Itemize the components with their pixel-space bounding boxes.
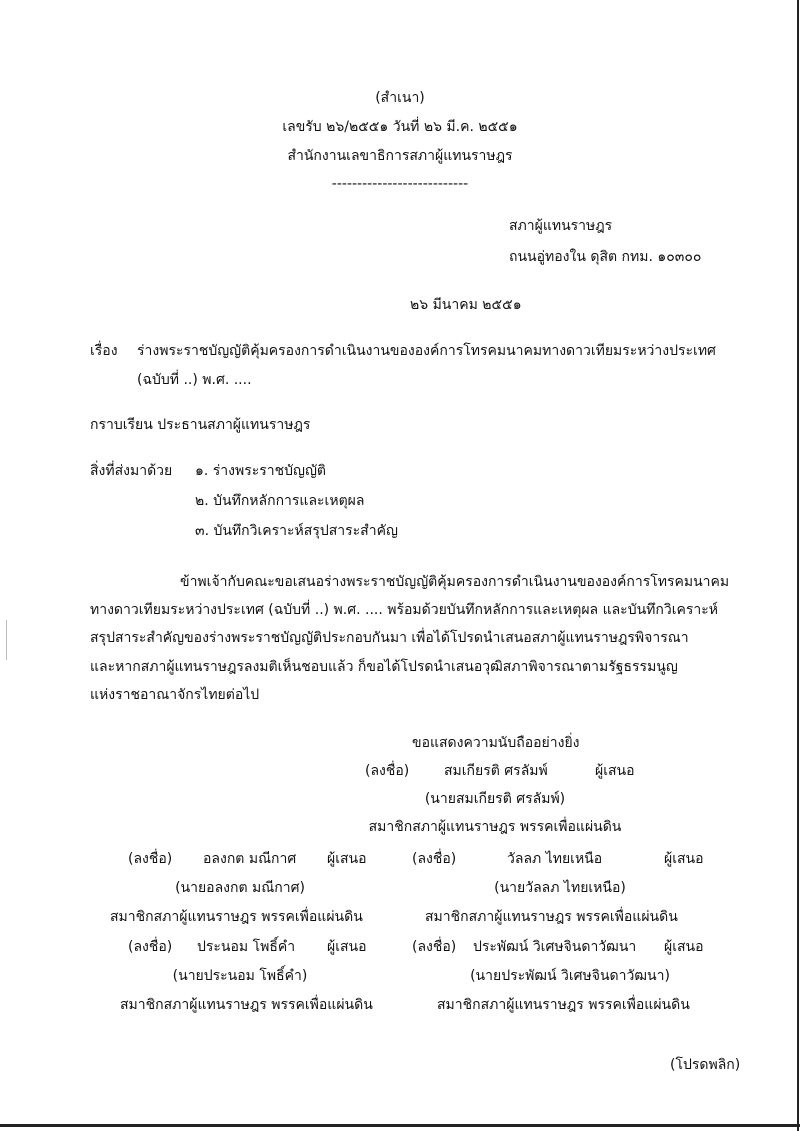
enclosure-item: ๓. บันทึกวิเคราะห์สรุปสาระสำคัญ <box>195 523 398 539</box>
right1-full-name: (นายวัลลภ ไทยเหนือ) <box>494 880 626 896</box>
proposer-label: ผู้เสนอ <box>595 763 635 779</box>
right1-position: สมาชิกสภาผู้แทนราษฎร พรรคเพื่อแผ่นดิน <box>425 909 678 925</box>
body-line: ทางดาวเทียมระหว่างประเทศ (ฉบับที่ ..) พ.ศ. .... พร้อมด้วยบันทึกหลักการและเหตุผล และบันทึกวิเคราะห์ <box>90 602 718 618</box>
proposer-label: ผู้เสนอ <box>327 851 367 867</box>
sign-label: (ลงชื่อ) <box>412 851 457 867</box>
header-divider: --------------------------- <box>331 176 469 192</box>
left2-full-name: (นายประนอม โพธิ์คำ) <box>172 968 308 984</box>
enclosures-label: สิ่งที่ส่งมาด้วย <box>90 463 173 479</box>
subject-label: เรื่อง <box>90 343 118 359</box>
scan-mark <box>6 620 7 660</box>
sign-label: (ลงชื่อ) <box>128 851 173 867</box>
left1-full-name: (นายอลงกต มณีกาศ) <box>175 880 305 896</box>
enclosure-item: ๑. ร่างพระราชบัญญัติ <box>195 463 326 479</box>
proposer-label: ผู้เสนอ <box>664 851 704 867</box>
left1-signed-name: อลงกต มณีกาศ <box>203 851 297 867</box>
address-line-2: ถนนอู่ทองใน ดุสิต กทม. ๑๐๓๐๐ <box>509 249 702 265</box>
lead-signed-name: สมเกียรติ ศรลัมพ์ <box>444 763 548 779</box>
sign-label: (ลงชื่อ) <box>412 939 457 955</box>
left1-position: สมาชิกสภาผู้แทนราษฎร พรรคเพื่อแผ่นดิน <box>110 909 363 925</box>
body-line: สรุปสาระสำคัญของร่างพระราชบัญญัติประกอบกันมา เพื่อได้โปรดนำเสนอสภาผู้แทนราษฎรพิจารณา <box>90 630 689 646</box>
letter-date: ๒๖ มีนาคม ๒๕๕๑ <box>410 297 522 313</box>
enclosure-item: ๒. บันทึกหลักการและเหตุผล <box>195 493 365 509</box>
receipt-number: เลขรับ ๒๖/๒๕๕๑ วันที่ ๒๖ มี.ค. ๒๕๕๑ <box>282 119 518 135</box>
page-border-right <box>797 0 799 1131</box>
right2-full-name: (นายประพัฒน์ วิเศษจินดาวัฒนา) <box>470 968 670 984</box>
copy-label: (สำเนา) <box>375 90 425 106</box>
address-line-1: สภาผู้แทนราษฎร <box>509 218 613 234</box>
right2-signed-name: ประพัฒน์ วิเศษจินดาวัฒนา <box>473 939 637 955</box>
lead-full-name: (นายสมเกียรติ ศรลัมพ์) <box>424 791 566 807</box>
subject-line-2: (ฉบับที่ ..) พ.ศ. .... <box>137 372 252 388</box>
body-line: และหากสภาผู้แทนราษฎรลงมติเห็นชอบแล้ว ก็ขอได้โปรดนำเสนอวุฒิสภาพิจารณาตามรัฐธรรมนูญ <box>90 659 678 675</box>
left2-position: สมาชิกสภาผู้แทนราษฎร พรรคเพื่อแผ่นดิน <box>120 997 373 1013</box>
left2-signed-name: ประนอม โพธิ์คำ <box>197 939 296 955</box>
sign-label: (ลงชื่อ) <box>365 763 410 779</box>
sign-label: (ลงชื่อ) <box>128 939 173 955</box>
subject-line-1: ร่างพระราชบัญญัติคุ้มครองการดำเนินงานขององค์การโทรคมนาคมทางดาวเทียมระหว่างประเทศ <box>137 343 716 359</box>
right2-position: สมาชิกสภาผู้แทนราษฎร พรรคเพื่อแผ่นดิน <box>437 997 690 1013</box>
body-line: ข้าพเจ้ากับคณะขอเสนอร่างพระราชบัญญัติคุ้มครองการดำเนินงานขององค์การโทรคมนาคม <box>180 574 730 590</box>
please-turn-over: (โปรดพลิก) <box>670 1057 741 1073</box>
body-line: แห่งราชอาณาจักรไทยต่อไป <box>90 687 260 703</box>
page-border-bottom <box>0 1124 800 1127</box>
proposer-label: ผู้เสนอ <box>327 939 367 955</box>
closing: ขอแสดงความนับถืออย่างยิ่ง <box>412 735 580 751</box>
right1-signed-name: วัลลภ ไทยเหนือ <box>507 851 603 867</box>
office-name: สำนักงานเลขาธิการสภาผู้แทนราษฎร <box>287 148 513 164</box>
salutation: กราบเรียน ประธานสภาผู้แทนราษฎร <box>90 417 311 433</box>
lead-position: สมาชิกสภาผู้แทนราษฎร พรรคเพื่อแผ่นดิน <box>368 819 622 835</box>
proposer-label: ผู้เสนอ <box>664 939 704 955</box>
